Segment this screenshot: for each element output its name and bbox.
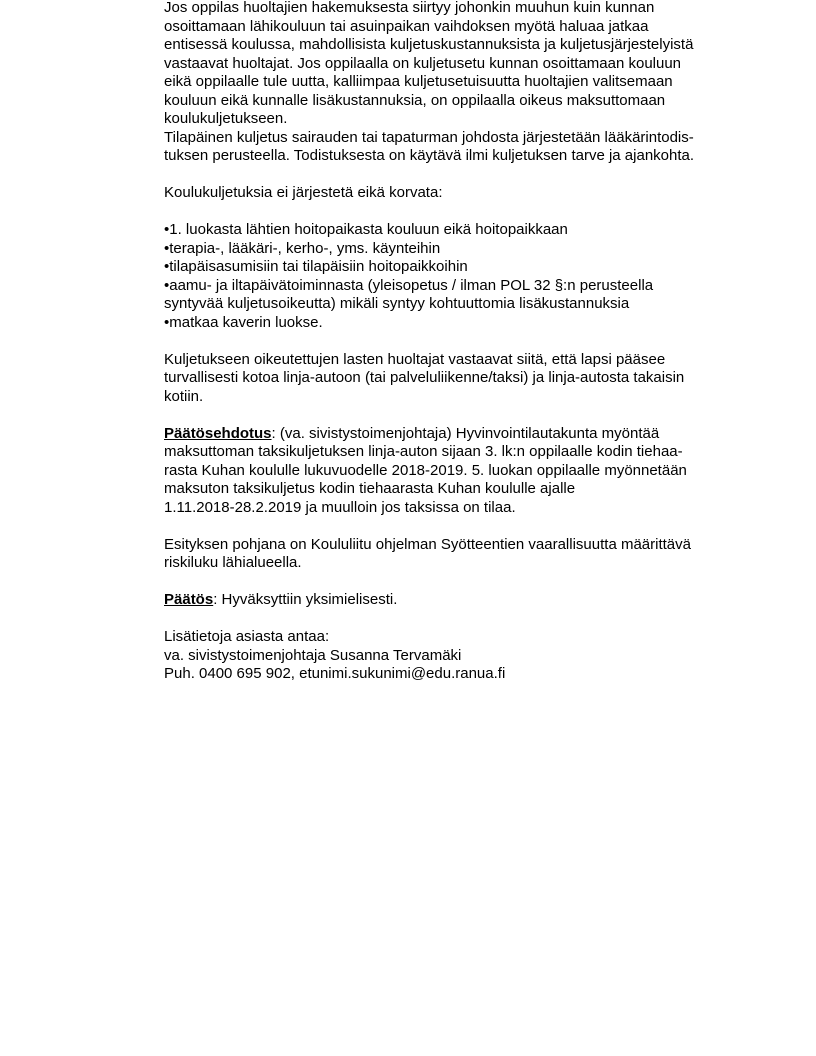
text-line: koulukuljetukseen. [164,110,288,127]
text-line: kouluun eikä kunnalle lisäkustannuksia, on oppilaalla oikeus maksuttomaan [164,91,666,109]
list-item: •terapia-, lääkäri-, kerho-, yms. käynteihin [164,239,441,257]
text-line: Lisätietoja asiasta antaa: [164,628,330,645]
text-line: rasta Kuhan koululle lukuvuodelle 2018-2019. 5. luokan oppilaalle myönnetään [164,461,687,479]
blank-line [164,610,694,629]
contact-person: va. sivistystoimenjohtaja Susanna Tervamäki [164,646,462,664]
proposal-text: : (va. sivistystoimenjohtaja) Hyvinvointilautakunta myöntää [271,424,660,442]
proposal-label: Päätösehdotus [164,424,272,442]
text-line: Jos oppilas huoltajien hakemuksesta siirtyy johonkin muuhun kuin kunnan [164,0,655,16]
paragraph-guardian-responsibility [164,351,694,407]
list-item: syntyvää kuljetusoikeutta) mikäli syntyy kohtuuttomia lisäkustannuksia [164,295,630,312]
document-body [164,0,694,684]
text-line: Kuljetukseen oikeutettujen lasten huoltajat vastaavat siitä, että lapsi pääsee [164,350,666,368]
blank-line [164,406,694,425]
text-line: osoittamaan lähikouluun tai asuinpaikan vaihdoksen myötä haluaa jatkaa [164,17,649,35]
text-line [164,425,694,444]
text-line: riskiluku lähialueella. [164,554,302,571]
blank-line [164,573,694,592]
text-line: kotiin. [164,387,204,405]
blank-line [164,332,694,351]
list-item: •tilapäisasumisiin tai tilapäisiin hoitopaikkoihin [164,258,468,275]
blank-line [164,517,694,536]
list-item: •aamu- ja iltapäivätoiminnasta (yleisopetus / ilman POL 32 §:n perusteella [164,276,654,294]
exclusions-heading: Koulukuljetuksia ei järjestetä eikä korvata: [164,184,443,201]
list-item: •1. luokasta lähtien hoitopaikasta kouluun eikä hoitopaikkaan [164,221,568,238]
text-line: maksuttoman taksikuljetuksen linja-auton sijaan 3. lk:n oppilaalle kodin tiehaa- [164,443,683,460]
contact-info [164,628,694,684]
text-line: Esityksen pohjana on Koululiitu ohjelman Syötteentien vaarallisuutta määrittävä [164,535,691,553]
text-line: entisessä koulussa, mahdollisista kuljetuskustannuksista ja kuljetusjärjestelyistä [164,36,694,53]
proposal-basis [164,536,694,573]
contact-phone-email: Puh. 0400 695 902, etunimi.sukunimi@edu.ranua.fi [164,665,506,682]
decision-proposal [164,425,694,518]
blank-line [164,166,694,185]
text-line: Tilapäinen kuljetus sairauden tai tapaturman johdosta järjestetään lääkärintodis- [164,128,694,146]
list-item: •matkaa kaverin luokse. [164,313,323,331]
text-line: tuksen perusteella. Todistuksesta on käytävä ilmi kuljetuksen tarve ja ajankohta. [164,147,695,164]
text-line: 1.11.2018-28.2.2019 ja muulloin jos taksissa on tilaa. [164,498,516,516]
decision [164,591,694,610]
text-line: turvallisesti kotoa linja-autoon (tai palveluliikenne/taksi) ja linja-autosta takaisin [164,369,685,386]
exclusions-list [164,221,694,332]
text-line: maksuton taksikuljetus kodin tiehaarasta Kuhan koululle ajalle [164,480,576,497]
blank-line [164,203,694,222]
text-line: vastaavat huoltajat. Jos oppilaalla on kuljetusetu kunnan osoittamaan kouluun [164,54,682,72]
decision-label: Päätös [164,591,214,608]
text-line: eikä oppilaalle tule uutta, kalliimpaa kuljetusetuisuutta huoltajien valitsemaan [164,73,673,90]
paragraph-school-transport-rules [164,0,694,166]
decision-text: : Hyväksyttiin yksimielisesti. [213,591,398,608]
